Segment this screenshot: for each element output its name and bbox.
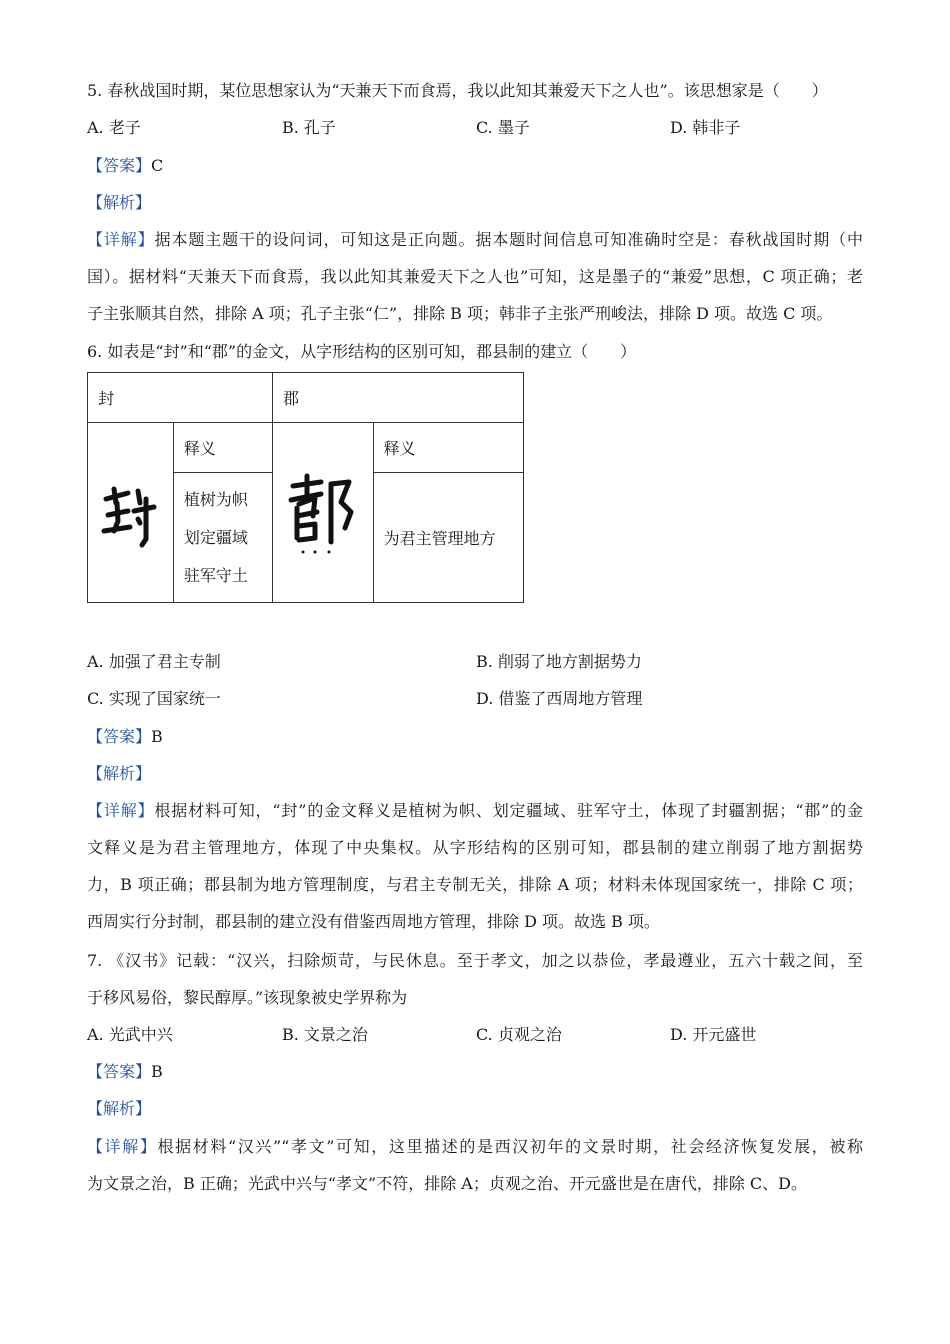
q5-option-b: B. 孔子 [282,118,336,137]
q7-stem-line-1: 7. 《汉书》记载：“汉兴，扫除烦苛，与民休息。至于孝文，加之以恭俭，孝最遵业，五六十载之间，至 [87,951,863,970]
q7-option-b: B. 文景之治 [282,1025,368,1044]
q5-detail-text-1: 据本题主题干的设问词，可知这是正向题。据本题时间信息可知准确时空是：春秋战国时期（中 [154,230,863,249]
q6-stem: 6. 如表是“封”和“郡”的金文，从字形结构的区别可知，郡县制的建立（ ） [87,342,637,361]
q5-option-c: C. 墨子 [476,118,530,137]
q5-stem: 5. 春秋战国时期，某位思想家认为“天兼天下而食焉，我以此知其兼爱天下之人也”。该思想家是（ ） [87,81,828,100]
jun-jinwen-glyph [285,468,361,558]
jun-glyph-cell [273,423,374,603]
jinwen-table [87,372,524,603]
q5-detail-line-3: 子主张顺其自然，排除 A 项；孔子主张“仁”，排除 B 项；韩非子主张严刑峻法，排除 D 项。故选 C 项。 [87,304,833,323]
q6-answer [87,726,863,748]
q6-option-d: D. 借鉴了西周地方管理 [476,689,643,708]
analysis-tag: 【解析】 [87,193,152,212]
analysis-tag: 【解析】 [87,764,152,783]
feng-glyph-cell [88,423,174,603]
q7-option-a: A. 光武中兴 [87,1025,173,1044]
jun-meaning: 为君主管理地方 [373,473,523,603]
feng-meaning-3: 驻军守土 [183,565,248,585]
q5-analysis-tag [87,192,863,214]
q5-detail-line-1 [87,229,863,251]
q6-detail-text-1: 根据材料可知，“封”的金文释义是植树为帜、划定疆域、驻军守土，体现了封疆割据；“郡”的金 [154,801,863,820]
q5-option-a: A. 老子 [87,118,141,137]
jun-header: 郡 [273,373,524,423]
q7-answer-value: B [151,1062,163,1081]
q7-detail-line-1 [87,1136,863,1158]
jun-meaning-label: 释义 [373,423,523,473]
q6-option-b: B. 削弱了地方割据势力 [476,652,642,671]
feng-meaning-2: 划定疆域 [183,527,248,547]
detail-tag: 【详解】 [87,801,155,820]
q6-detail-line-1 [87,800,863,822]
q7-stem-line-2: 于移风易俗，黎民醇厚。”该现象被史学界称为 [87,988,408,1007]
feng-meaning-1: 植树为帜 [183,489,248,509]
q7-answer [87,1061,863,1083]
feng-meaning [173,473,272,603]
q5-option-d: D. 韩非子 [670,118,741,137]
q5-detail-line-2: 国）。据材料“天兼天下而食焉，我以此知其兼爱天下之人也”可知，这是墨子的“兼爱”思想，C 项正确；老 [87,267,863,286]
q7-option-d: D. 开元盛世 [670,1025,757,1044]
q5-answer [87,155,863,177]
detail-tag: 【详解】 [87,1137,158,1156]
q6-detail-line-2: 文释义是为君主管理地方，体现了中央集权。从字形结构的区别可知，郡县制的建立削弱了地方割据势 [87,838,863,857]
q6-detail-line-3: 力，B 项正确；郡县制为地方管理制度，与君主专制无关，排除 A 项；材料未体现国家统一，排除 C 项； [87,875,863,894]
analysis-tag: 【解析】 [87,1099,152,1118]
answer-tag: 【答案】 [87,1062,152,1081]
answer-tag: 【答案】 [87,727,152,746]
q6-option-a: A. 加强了君主专制 [87,652,221,671]
q6-analysis-tag [87,763,863,785]
q6-answer-value: B [151,727,163,746]
q6-option-c: C. 实现了国家统一 [87,689,221,708]
feng-jinwen-glyph [100,473,160,553]
q7-analysis-tag [87,1098,863,1120]
q7-detail-text-1: 根据材料“汉兴”“孝文”可知，这里描述的是西汉初年的文景时期，社会经济恢复发展，被称 [157,1137,863,1156]
q7-option-c: C. 贞观之治 [476,1025,562,1044]
q6-detail-line-4: 西周实行分封制，郡县制的建立没有借鉴西周地方管理，排除 D 项。故选 B 项。 [87,912,660,931]
feng-header: 封 [88,373,273,423]
answer-tag: 【答案】 [87,156,152,175]
detail-tag: 【详解】 [87,230,155,249]
q5-answer-value: C [151,156,164,175]
feng-meaning-label: 释义 [173,423,272,473]
q7-detail-line-2: 为文景之治，B 正确；光武中兴与“孝文”不符，排除 A；贞观之治、开元盛世是在唐代，排除 C、D。 [87,1174,808,1193]
